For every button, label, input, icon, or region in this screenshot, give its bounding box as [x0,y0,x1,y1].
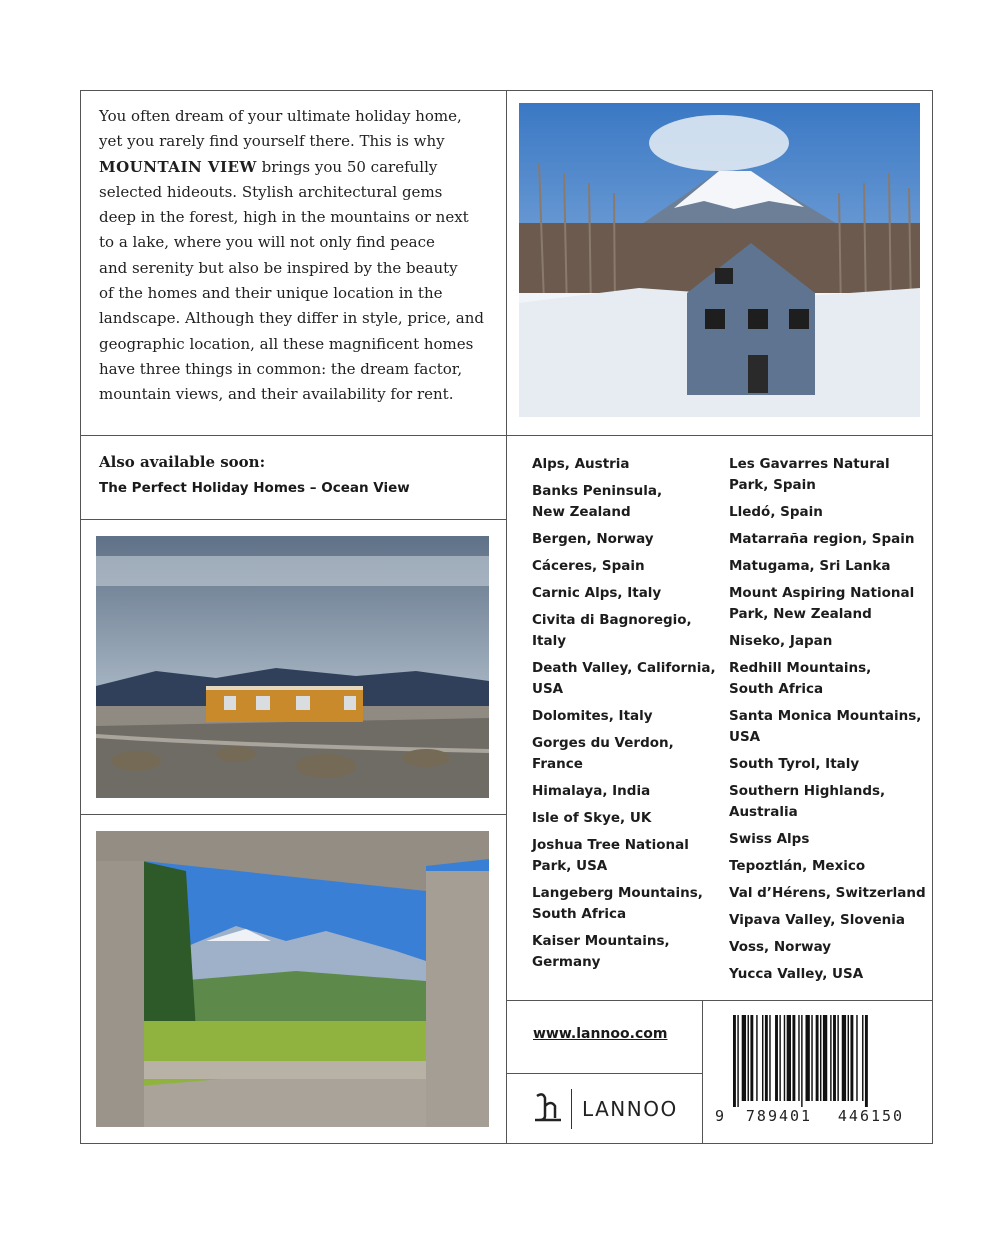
location-line: Mount Aspiring National [729,585,915,601]
blurb-line: have three things in common: the dream factor, [99,359,463,378]
footer-vertical-divider [702,1000,703,1144]
blurb-line: selected hideouts. Stylish architectural gems [99,182,443,201]
location-item [729,502,926,523]
isbn-digit-group: 789401 [745,1107,813,1125]
location-line: Isle of Skye, UK [532,810,652,826]
location-line: Redhill Mountains, [729,660,872,676]
location-item [532,658,716,700]
location-line: South Africa [729,681,824,697]
location-item [729,781,926,823]
row-divider-right-2 [506,1000,933,1001]
location-item [729,754,926,775]
location-line: New Zealand [532,504,631,520]
location-item [729,454,926,496]
barcode-bar [806,1015,810,1101]
barcode-bar [820,1015,821,1101]
location-line: South Africa [532,906,627,922]
blurb-line [99,155,499,180]
barcode-bar [787,1015,791,1101]
location-line: Death Valley, California, [532,660,716,676]
barcode-bar [784,1015,785,1101]
blurb-line: and serenity but also be inspired by the beauty [99,258,458,277]
location-line: Swiss Alps [729,831,810,847]
location-item [532,529,716,550]
location-line: Matarraña region, Spain [729,531,915,547]
location-line: Santa Monica Mountains, [729,708,922,724]
location-line: Bergen, Norway [532,531,654,547]
location-line: Banks Peninsula, [532,483,663,499]
barcode-bar [830,1015,831,1101]
location-line: Voss, Norway [729,939,832,955]
isbn-barcode [715,1015,918,1125]
logo-separator [571,1089,572,1129]
photo-concrete-frame [96,831,489,1127]
blurb-line: You often dream of your ultimate holiday home, [99,107,462,125]
lannoo-logo-icon [533,1090,563,1124]
location-line: Alps, Austria [532,456,630,472]
barcode-bar [769,1015,770,1101]
location-line: Gorges du Verdon, [532,735,674,751]
website-link[interactable]: www.lannoo.com [533,1026,668,1042]
location-line: Vipava Valley, Slovenia [729,912,905,928]
location-line: Langeberg Mountains, [532,885,703,901]
barcode-bar [801,1015,802,1107]
barcode-bar [742,1015,746,1101]
photo-snow-house [519,103,920,417]
location-line: Les Gavarres Natural [729,456,890,472]
location-line: Italy [532,633,567,649]
barcode-bar [823,1015,827,1101]
location-item [532,835,716,877]
location-line: USA [532,681,564,697]
barcode-bar [748,1015,749,1101]
location-item [729,631,926,652]
barcode-bar [765,1015,768,1101]
location-line: Carnic Alps, Italy [532,585,662,601]
footer-horizontal-divider [506,1073,702,1074]
barcode-bars [733,1015,918,1107]
blurb-line: deep in the forest, high in the mountains or next [99,208,469,227]
blurb-line: landscape. Although they differ in style, price, and [99,309,485,328]
blurb-line: mountain views, and their availability for rent. [99,385,454,404]
location-line: Matugama, Sri Lanka [729,558,891,574]
location-line: Park, New Zealand [729,606,872,622]
location-line: Lledó, Spain [729,504,823,520]
location-item [729,658,926,700]
barcode-bar [816,1015,819,1101]
location-item [532,781,716,802]
location-item [729,529,926,550]
locations-column-right [729,454,926,991]
barcode-bar [833,1015,836,1101]
blurb-line-rest: brings you 50 carefully [256,157,438,176]
barcode-bar [750,1015,753,1101]
blurb-line: of the homes and their unique location in the [99,284,443,303]
publisher-name: LANNOO [582,1097,678,1121]
location-item [532,454,716,475]
also-available-book: The Perfect Holiday Homes – Ocean View [99,480,410,496]
location-item [532,481,716,523]
barcode-bar [775,1015,778,1101]
location-item [729,556,926,577]
location-line: Southern Highlands, [729,783,886,799]
location-line: Niseko, Japan [729,633,833,649]
row-divider-1 [80,435,933,436]
location-item [532,610,716,652]
isbn-digit-group: 446150 [837,1107,905,1125]
photo-desert-cabin [96,536,489,798]
row-divider-left-3 [80,814,506,815]
location-item [729,583,926,625]
isbn-digit-group: 9 [715,1107,725,1125]
barcode-bar [733,1015,736,1107]
barcode-bar [850,1015,853,1101]
location-line: Kaiser Mountains, [532,933,670,949]
location-item [532,883,716,925]
location-item [532,808,716,829]
barcode-bar [756,1015,757,1101]
location-line: Park, Spain [729,477,816,493]
location-line: Tepoztlán, Mexico [729,858,866,874]
location-item [729,829,926,850]
location-item [729,937,926,958]
location-line: Park, USA [532,858,608,874]
location-line: Joshua Tree National [532,837,689,853]
also-available-heading: Also available soon: [99,453,266,471]
blurb-line: geographic location, all these magnificent homes [99,334,474,353]
location-line: Val d’Hérens, Switzerland [729,885,926,901]
locations-column-left [532,454,716,979]
location-line: France [532,756,583,772]
location-item [532,556,716,577]
barcode-bar [865,1015,868,1107]
barcode-bar [798,1015,799,1101]
location-line: South Tyrol, Italy [729,756,860,772]
book-blurb [99,104,499,408]
barcode-bar [842,1015,846,1101]
center-divider [506,90,507,1144]
barcode-bar [779,1015,780,1101]
location-item [729,856,926,877]
location-item [532,706,716,727]
row-divider-left-2 [80,519,506,520]
location-line: USA [729,729,761,745]
location-line: Yucca Valley, USA [729,966,864,982]
barcode-bar [848,1015,849,1101]
location-line: Dolomites, Italy [532,708,653,724]
location-line: Himalaya, India [532,783,651,799]
location-item [729,883,926,904]
location-item [729,910,926,931]
barcode-bar [837,1015,838,1101]
barcode-bar [862,1015,863,1101]
location-item [729,964,926,985]
barcode-bar [737,1015,738,1107]
location-line: Civita di Bagnoregio, [532,612,692,628]
location-item [532,733,716,775]
barcode-bar [762,1015,763,1101]
location-line: Germany [532,954,601,970]
barcode-bar [792,1015,795,1101]
book-title: MOUNTAIN VIEW [99,157,257,176]
location-item [532,931,716,973]
location-item [729,706,926,748]
location-line: Australia [729,804,798,820]
barcode-bar [856,1015,857,1101]
location-item [532,583,716,604]
blurb-line: to a lake, where you will not only find peace [99,233,435,252]
blurb-line: yet you rarely find yourself there. This is why [99,132,445,151]
location-line: Cáceres, Spain [532,558,645,574]
barcode-bar [811,1015,812,1101]
